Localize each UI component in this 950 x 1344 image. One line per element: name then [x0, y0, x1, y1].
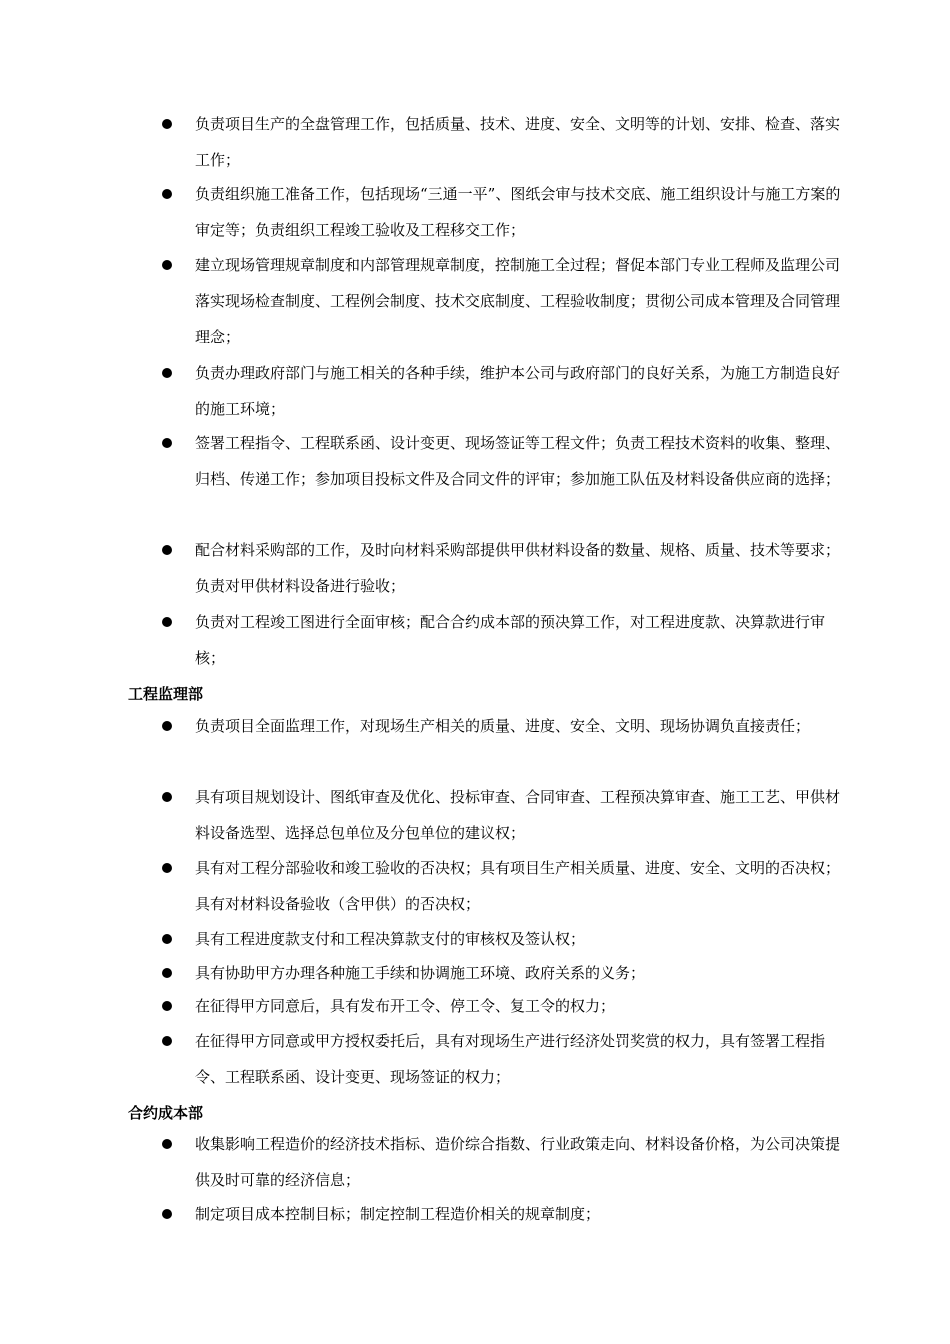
list-item-text: 负责对工程竣工图进行全面审核；配合合约成本部的预决算工作，对工程进度款、决算款进行审核；	[195, 613, 826, 667]
list-item-text: 负责办理政府部门与施工相关的各种手续，维护本公司与政府部门的良好关系，为施工方制造良好的施工环境；	[195, 364, 841, 418]
list-item-text: 具有协助甲方办理各种施工手续和协调施工环境、政府关系的义务；	[195, 964, 646, 982]
bullet-icon	[162, 189, 172, 199]
list-item-text: 具有工程进度款支付和工程决算款支付的审核权及签认权；	[195, 930, 586, 948]
list-item-text: 负责项目生产的全盘管理工作，包括质量、技术、进度、安全、文明等的计划、安排、检查、落实工作；	[195, 115, 841, 169]
bullet-icon	[162, 934, 172, 944]
bullet-icon	[162, 1139, 172, 1149]
bullet-icon	[162, 438, 172, 448]
list-item-text: 负责组织施工准备工作，包括现场“三通一平”、图纸会审与技术交底、施工组织设计与施工方案的审定等；负责组织工程竣工验收及工程移交工作；	[195, 185, 841, 239]
bullet-icon	[162, 545, 172, 555]
list-item-text: 负责项目全面监理工作，对现场生产相关的质量、进度、安全、文明、现场协调负直接责任；	[195, 717, 811, 735]
bullet-icon	[162, 617, 172, 627]
section-heading-contract-cost: 合约成本部	[128, 1104, 204, 1122]
list-item-text: 具有对工程分部验收和竣工验收的否决权；具有项目生产相关质量、进度、安全、文明的否决权；具有对材料设备验收（含甲供）的否决权；	[195, 859, 841, 913]
bullet-icon	[162, 119, 172, 129]
list-item-text: 在征得甲方同意或甲方授权委托后，具有对现场生产进行经济处罚奖赏的权力，具有签署工程指令、工程联系函、设计变更、现场签证的权力；	[195, 1032, 826, 1086]
bullet-icon	[162, 968, 172, 978]
bullet-icon	[162, 260, 172, 270]
list-item-text: 配合材料采购部的工作，及时向材料采购部提供甲供材料设备的数量、规格、质量、技术等要求；负责对甲供材料设备进行验收；	[195, 541, 841, 595]
list-item-text: 在征得甲方同意后，具有发布开工令、停工令、复工令的权力；	[195, 997, 616, 1015]
bullet-icon	[162, 1001, 172, 1011]
bullet-icon	[162, 368, 172, 378]
list-item-text: 具有项目规划设计、图纸审查及优化、投标审查、合同审查、工程预决算审查、施工工艺、甲供材料设备选型、选择总包单位及分包单位的建议权；	[195, 788, 841, 842]
bullet-icon	[162, 1209, 172, 1219]
list-item-text: 制定项目成本控制目标；制定控制工程造价相关的规章制度；	[195, 1205, 601, 1223]
list-item-text: 建立现场管理规章制度和内部管理规章制度，控制施工全过程；督促本部门专业工程师及监理公司落实现场检查制度、工程例会制度、技术交底制度、工程验收制度；贯彻公司成本管理及合同管理理念；	[195, 256, 841, 346]
section-heading-engineering-supervision: 工程监理部	[128, 685, 204, 703]
bullet-icon	[162, 792, 172, 802]
bullet-icon	[162, 863, 172, 873]
list-item-text: 收集影响工程造价的经济技术指标、造价综合指数、行业政策走向、材料设备价格，为公司决策提供及时可靠的经济信息；	[195, 1135, 841, 1189]
bullet-icon	[162, 1036, 172, 1046]
list-item-text: 签署工程指令、工程联系函、设计变更、现场签证等工程文件；负责工程技术资料的收集、整理、归档、传递工作；参加项目投标文件及合同文件的评审；参加施工队伍及材料设备供应商的选择；	[195, 434, 841, 488]
bullet-icon	[162, 721, 172, 731]
